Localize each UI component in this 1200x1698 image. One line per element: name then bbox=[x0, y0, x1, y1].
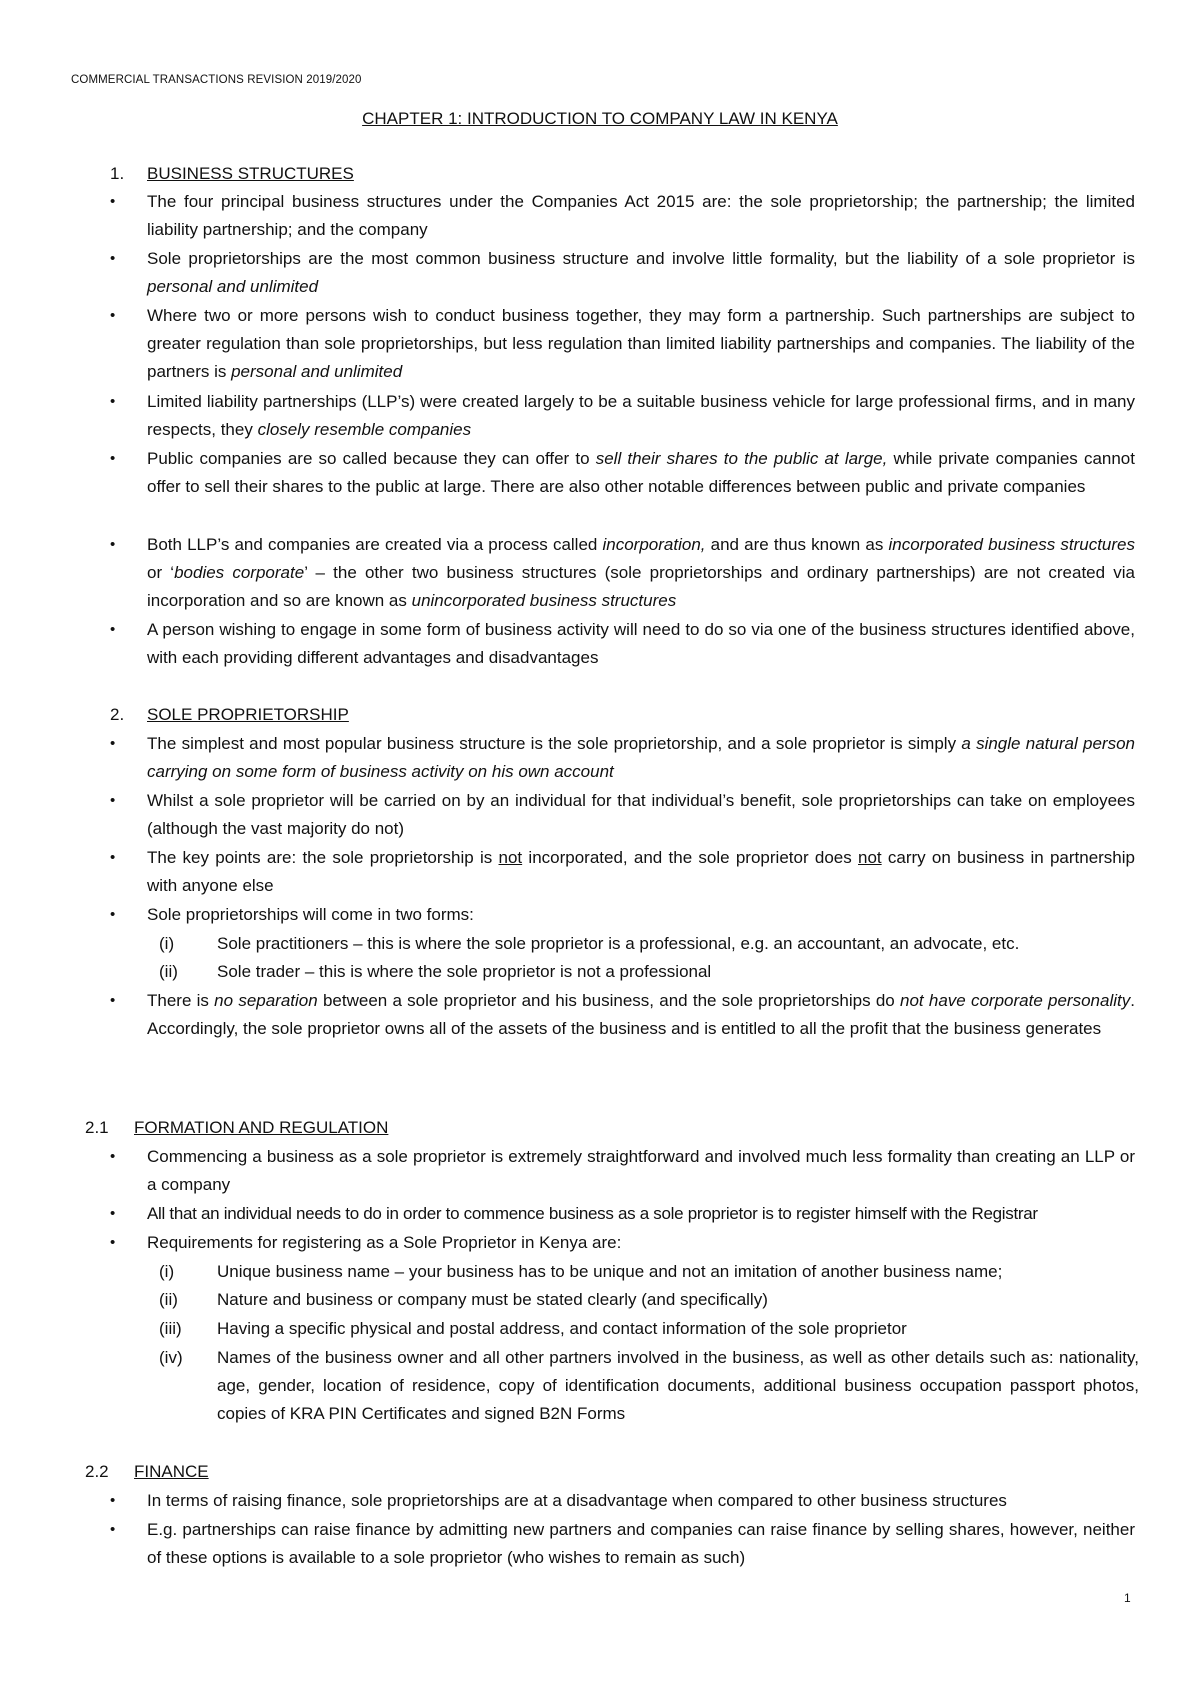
item-text: E.g. partnerships can raise finance by admitting new partners and companies can raise finance by selling shares, however, neither of these options is available to a sole proprietor (who wishes to remain as such) bbox=[147, 1520, 1135, 1567]
bullet-icon: • bbox=[110, 450, 116, 467]
roman-numeral: (i) bbox=[159, 934, 175, 953]
list-item bbox=[110, 1200, 1135, 1228]
bullet-icon: • bbox=[110, 536, 116, 553]
list-item bbox=[110, 987, 1135, 1043]
roman-numeral: (i) bbox=[159, 1262, 175, 1281]
chapter-title: CHAPTER 1: INTRODUCTION TO COMPANY LAW IN KENYA bbox=[362, 109, 838, 128]
sub-item-text: Nature and business or company must be stated clearly (and specifically) bbox=[217, 1290, 768, 1309]
list-item bbox=[110, 445, 1135, 501]
sub-item bbox=[159, 930, 1139, 958]
sub-item-text: Unique business name – your business has to be unique and not an imitation of another business name; bbox=[217, 1262, 1003, 1281]
bullet-icon: • bbox=[110, 849, 116, 866]
item-text: The key points are: the sole proprietorship is not incorporated, and the sole proprietor does not carry on business in partnership with anyone else bbox=[147, 848, 1135, 895]
section-title: FORMATION AND REGULATION bbox=[134, 1118, 389, 1137]
list-item bbox=[110, 1487, 1135, 1515]
item-text: All that an individual needs to do in order to commence business as a sole proprietor is to register himself with the Registrar bbox=[147, 1204, 1038, 1223]
section-number: 1. bbox=[110, 164, 125, 183]
list-item bbox=[110, 730, 1135, 786]
list-item bbox=[110, 1143, 1135, 1199]
roman-numeral: (ii) bbox=[159, 1290, 178, 1309]
item-text: Whilst a sole proprietor will be carried on by an individual for that individual’s benefit, sole proprietorships can take on employees (although the vast majority do not) bbox=[147, 791, 1135, 838]
list-item bbox=[110, 844, 1135, 900]
item-text: Sole proprietorships are the most common business structure and involve little formality, but the liability of a sole proprietor is personal and unlimited bbox=[147, 249, 1135, 296]
bullet-icon: • bbox=[110, 193, 116, 210]
section-number: 2.1 bbox=[85, 1118, 109, 1137]
item-text: Limited liability partnerships (LLP’s) were created largely to be a suitable business vehicle for large professional firms, and in many respects, they closely resemble companies bbox=[147, 392, 1135, 439]
sub-item bbox=[159, 1286, 1139, 1314]
running-header: COMMERCIAL TRANSACTIONS REVISION 2019/2020 bbox=[71, 74, 362, 86]
item-text: The simplest and most popular business structure is the sole proprietorship, and a sole proprietor is simply a single natural person carrying on some form of business activity on his own account bbox=[147, 734, 1135, 781]
list-item bbox=[110, 245, 1135, 301]
item-text: In terms of raising finance, sole proprietorships are at a disadvantage when compared to other business structures bbox=[147, 1491, 1007, 1510]
section-title: SOLE PROPRIETORSHIP bbox=[147, 705, 349, 724]
item-text: Commencing a business as a sole proprietor is extremely straightforward and involved much less formality than creating an LLP or a company bbox=[147, 1147, 1135, 1194]
list-item bbox=[110, 188, 1135, 244]
section-number: 2.2 bbox=[85, 1462, 109, 1481]
bullet-icon: • bbox=[110, 1205, 116, 1222]
bullet-icon: • bbox=[110, 621, 116, 638]
list-item bbox=[110, 1516, 1135, 1572]
list-item bbox=[110, 901, 1135, 929]
item-text: Public companies are so called because they can offer to sell their shares to the public at large, while private companies cannot offer to sell their shares to the public at large. There are also other notable differences between public and private companies bbox=[147, 449, 1135, 496]
item-text: There is no separation between a sole proprietor and his business, and the sole proprietorships do not have corporate personality. Accordingly, the sole proprietor owns all of the assets of the business and is entitled to all the profit that the business generates bbox=[147, 991, 1135, 1038]
item-text: Sole proprietorships will come in two forms: bbox=[147, 905, 474, 924]
section-title: FINANCE bbox=[134, 1462, 209, 1481]
sub-item-text: Sole practitioners – this is where the sole proprietor is a professional, e.g. an accountant, an advocate, etc. bbox=[217, 934, 1020, 953]
bullet-icon: • bbox=[110, 1521, 116, 1538]
bullet-icon: • bbox=[110, 1234, 116, 1251]
item-text: Both LLP’s and companies are created via a process called incorporation, and are thus known as incorporated business structures or ‘bodies corporate’ – the other two business structures (sole proprietorships and ordinary partnerships) are not created via incorporation and so are known as unincorporated business structures bbox=[147, 535, 1135, 610]
list-item bbox=[110, 531, 1135, 615]
sub-item-text: Sole trader – this is where the sole proprietor is not a professional bbox=[217, 962, 712, 981]
bullet-icon: • bbox=[110, 307, 116, 324]
list-item bbox=[110, 388, 1135, 444]
list-item bbox=[110, 787, 1135, 843]
list-item bbox=[110, 616, 1135, 672]
item-text: The four principal business structures under the Companies Act 2015 are: the sole proprietorship; the partnership; the limited liability partnership; and the company bbox=[147, 192, 1135, 239]
bullet-icon: • bbox=[110, 393, 116, 410]
page-number: 1 bbox=[1124, 1591, 1131, 1605]
section-number: 2. bbox=[110, 705, 125, 724]
roman-numeral: (ii) bbox=[159, 962, 178, 981]
item-text: Where two or more persons wish to conduct business together, they may form a partnership. Such partnerships are subject to greater regulation than sole proprietorships, but less regulation than limited liability partnerships and companies. The liability of the partners is personal and unlimited bbox=[147, 306, 1135, 381]
item-text: A person wishing to engage in some form of business activity will need to do so via one of the business structures identified above, with each providing different advantages and disadvantages bbox=[147, 620, 1135, 667]
bullet-icon: • bbox=[110, 906, 116, 923]
bullet-icon: • bbox=[110, 1148, 116, 1165]
roman-numeral: (iv) bbox=[159, 1348, 183, 1367]
list-item bbox=[110, 1229, 1135, 1257]
sub-item bbox=[159, 1344, 1139, 1428]
section-title: BUSINESS STRUCTURES bbox=[147, 164, 354, 183]
bullet-icon: • bbox=[110, 992, 116, 1009]
roman-numeral: (iii) bbox=[159, 1319, 182, 1338]
sub-item bbox=[159, 1315, 1139, 1343]
list-item bbox=[110, 302, 1135, 386]
bullet-icon: • bbox=[110, 250, 116, 267]
bullet-icon: • bbox=[110, 792, 116, 809]
sub-item bbox=[159, 958, 1139, 986]
bullet-icon: • bbox=[110, 1492, 116, 1509]
sub-item-text: Having a specific physical and postal address, and contact information of the sole proprietor bbox=[217, 1319, 907, 1338]
sub-item-text: Names of the business owner and all other partners involved in the business, as well as other details such as: nationality, age, gender, location of residence, copy of identification documents, additional business occupation passport photos, copies of KRA PIN Certificates and signed B2N Forms bbox=[217, 1348, 1139, 1423]
sub-item bbox=[159, 1258, 1139, 1286]
item-text: Requirements for registering as a Sole Proprietor in Kenya are: bbox=[147, 1233, 622, 1252]
bullet-icon: • bbox=[110, 735, 116, 752]
